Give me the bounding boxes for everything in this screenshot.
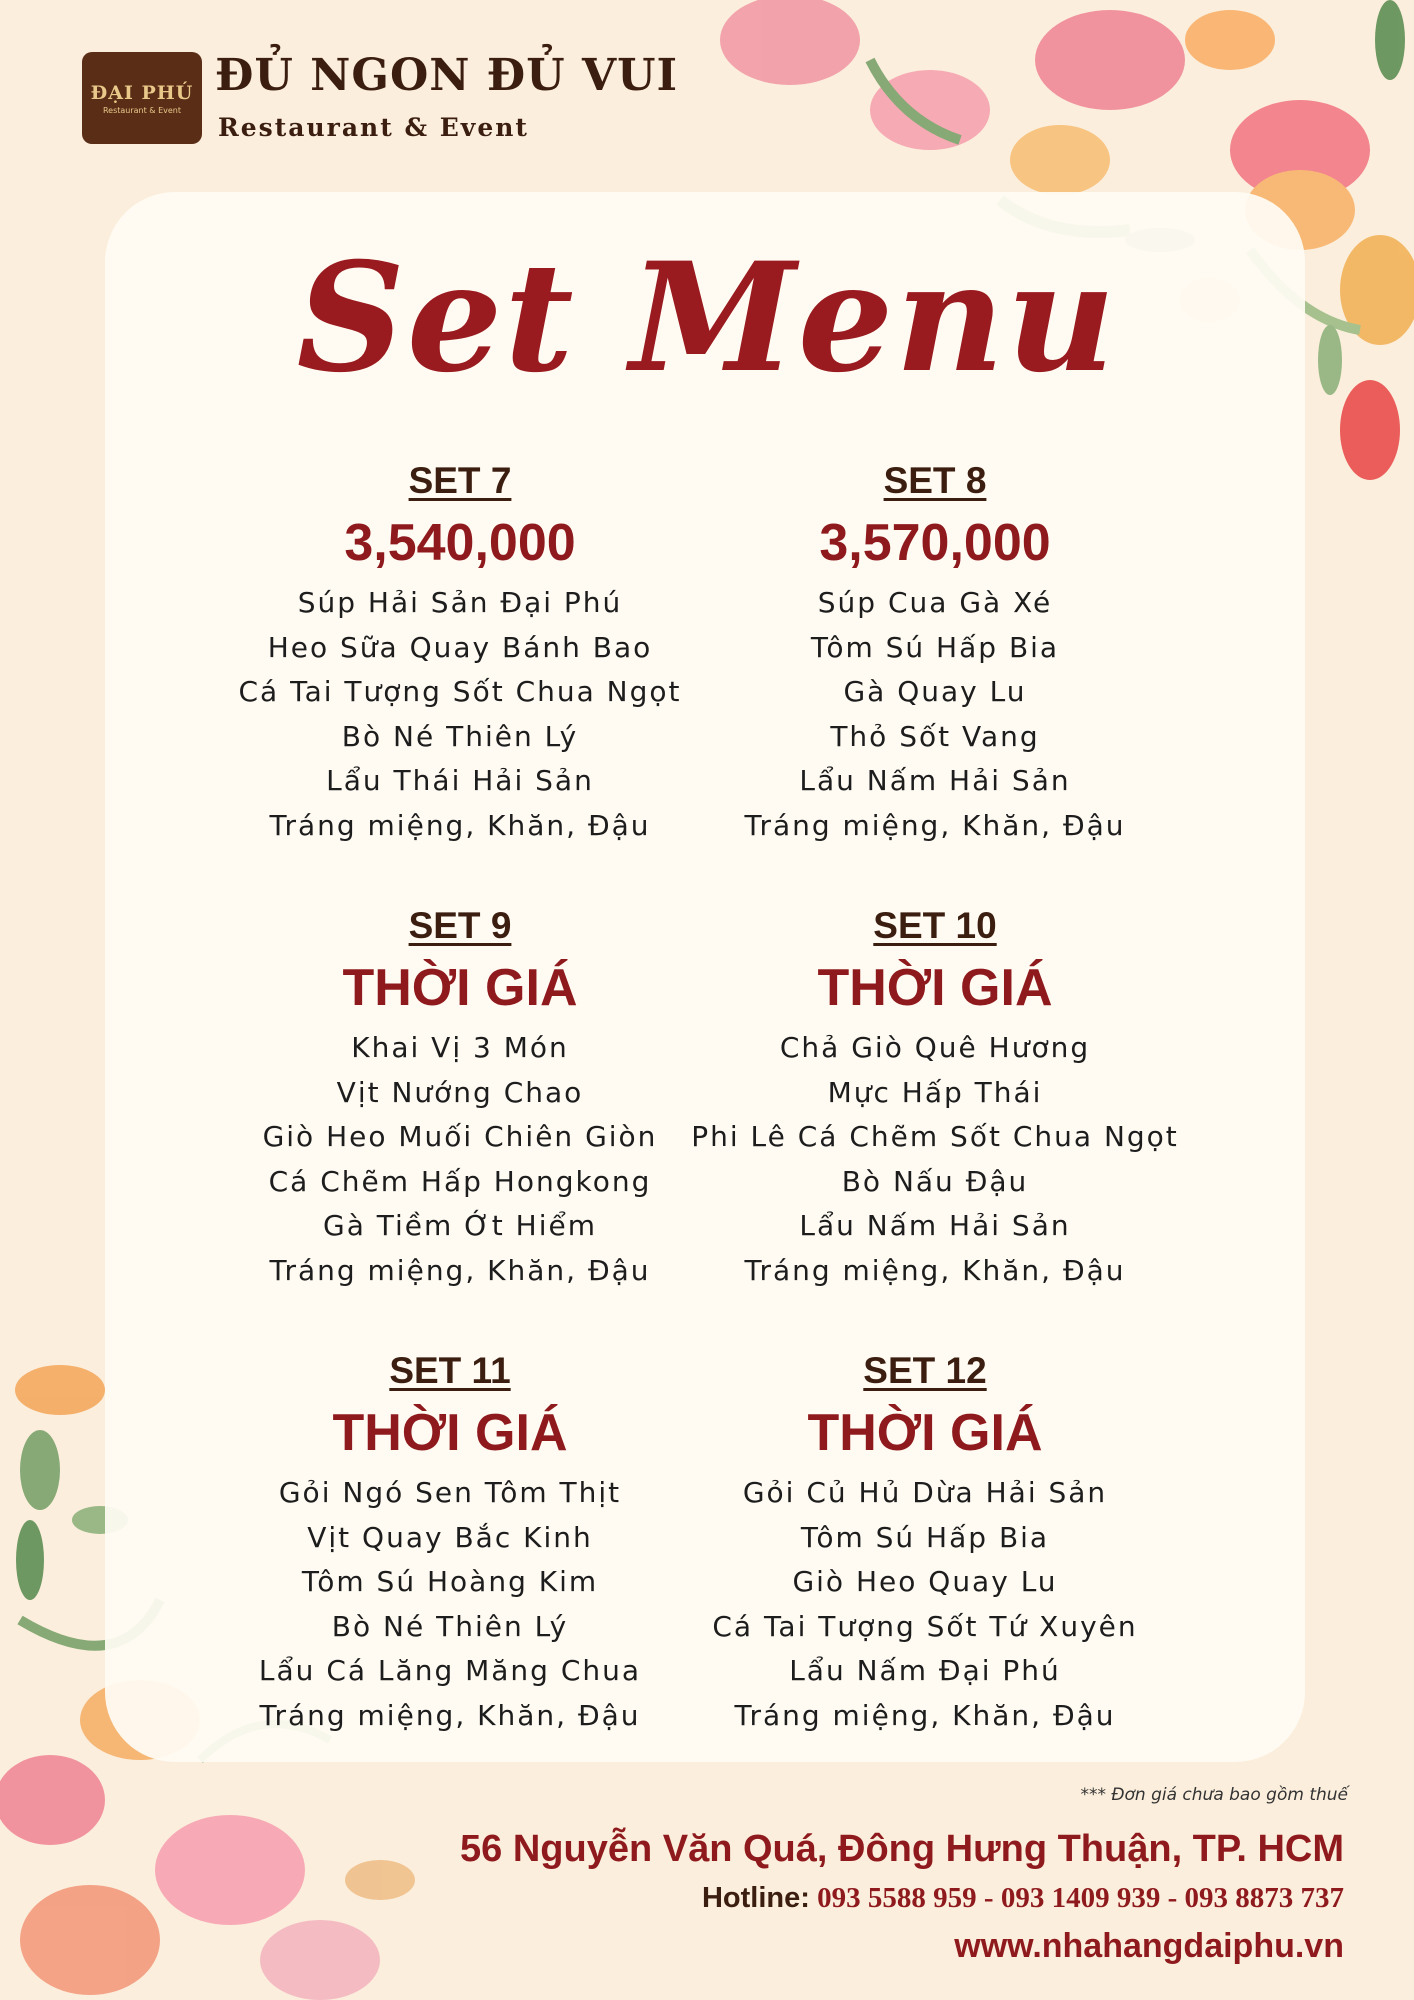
dish-list	[675, 581, 1195, 849]
brand-tagline: Restaurant & Event	[218, 113, 529, 142]
set-price: 3,540,000	[344, 514, 576, 572]
dish-item: Vịt Nướng Chao	[336, 1075, 584, 1109]
page-title: Set Menu	[296, 230, 1118, 406]
dish-item: Lẩu Nấm Hải Sản	[799, 764, 1071, 798]
dish-item: Gà Quay Lu	[843, 675, 1027, 709]
dish-item: Tôm Sú Hấp Bia	[810, 630, 1060, 664]
dish-item: Tôm Sú Hấp Bia	[800, 1520, 1050, 1554]
brand-name: ĐỦ NGON ĐỦ VUI	[215, 50, 679, 101]
dish-item: Tráng miệng, Khăn, Đậu	[269, 1253, 651, 1287]
logo-text: ĐẠI PHÚ	[90, 81, 194, 104]
dish-item: Cá Tai Tượng Sốt Tứ Xuyên	[712, 1609, 1138, 1643]
dish-item: Khai Vị 3 Món	[351, 1031, 569, 1064]
dish-item: Phi Lê Cá Chẽm Sốt Chua Ngọt	[691, 1120, 1179, 1154]
dish-item: Lẩu Cá Lăng Măng Chua	[258, 1654, 642, 1688]
dish-item: Tráng miệng, Khăn, Đậu	[744, 808, 1126, 842]
dish-item: Bò Né Thiên Lý	[331, 1609, 569, 1643]
set-card	[200, 900, 720, 1294]
set-card	[665, 1345, 1185, 1739]
tax-note: *** Đơn giá chưa bao gồm thuế	[1080, 1785, 1348, 1805]
address: 56 Nguyễn Văn Quá, Đông Hưng Thuận, TP. HCM	[460, 1828, 1344, 1870]
dish-list	[200, 581, 720, 849]
set-label: SET 10	[873, 905, 997, 946]
dish-item: Giò Heo Muối Chiên Giòn	[262, 1120, 658, 1154]
set-card	[675, 455, 1195, 849]
dish-item: Mực Hấp Thái	[827, 1075, 1043, 1109]
dish-item: Bò Nấu Đậu	[841, 1164, 1029, 1198]
set-price: THỜI GIÁ	[817, 959, 1053, 1017]
set-price: THỜI GIÁ	[807, 1404, 1043, 1462]
hotline-label: Hotline:	[701, 1882, 810, 1914]
dish-item: Bò Né Thiên Lý	[341, 719, 579, 753]
dish-item: Súp Hải Sản Đại Phú	[297, 586, 623, 619]
hotline	[702, 1882, 1344, 1915]
dish-item: Lẩu Nấm Hải Sản	[799, 1209, 1071, 1243]
dish-item: Chả Giò Quê Hương	[779, 1031, 1091, 1064]
dish-item: Tráng miệng, Khăn, Đậu	[269, 808, 651, 842]
hotline-numbers[interactable]: 093 5588 959 - 093 1409 939 - 093 8873 737	[817, 1882, 1344, 1914]
dish-list	[200, 1026, 720, 1294]
set-label: SET 8	[883, 460, 987, 501]
dish-item: Gà Tiềm Ớt Hiểm	[323, 1209, 597, 1243]
dish-list	[190, 1471, 710, 1739]
dish-item: Tráng miệng, Khăn, Đậu	[734, 1698, 1116, 1732]
set-card	[190, 1345, 710, 1739]
dish-item: Lẩu Nấm Đại Phú	[789, 1654, 1061, 1688]
dish-item: Tráng miệng, Khăn, Đậu	[259, 1698, 641, 1732]
dish-list	[665, 1471, 1185, 1739]
dish-list	[675, 1026, 1195, 1294]
website-link[interactable]: www.nhahangdaiphu.vn	[954, 1927, 1344, 1965]
dish-item: Thỏ Sốt Vang	[830, 719, 1040, 753]
dish-item: Gỏi Ngó Sen Tôm Thịt	[278, 1476, 622, 1509]
set-label: SET 11	[389, 1350, 511, 1391]
dish-item: Tráng miệng, Khăn, Đậu	[744, 1253, 1126, 1287]
set-price: 3,570,000	[819, 514, 1051, 572]
set-price: THỜI GIÁ	[332, 1404, 568, 1462]
dish-item: Cá Tai Tượng Sốt Chua Ngọt	[238, 675, 682, 709]
dish-item: Lẩu Thái Hải Sản	[326, 764, 594, 798]
set-label: SET 7	[408, 460, 512, 501]
dish-item: Heo Sữa Quay Bánh Bao	[267, 630, 653, 664]
set-card	[200, 455, 720, 849]
set-label: SET 12	[863, 1350, 987, 1391]
set-card	[675, 900, 1195, 1294]
dish-item: Vịt Quay Bắc Kinh	[307, 1520, 593, 1554]
dish-item: Súp Cua Gà Xé	[817, 586, 1053, 619]
restaurant-logo[interactable]	[82, 52, 202, 144]
dish-item: Gỏi Củ Hủ Dừa Hải Sản	[742, 1476, 1108, 1509]
logo-subtext: Restaurant & Event	[102, 105, 182, 115]
set-price: THỜI GIÁ	[342, 959, 578, 1017]
dish-item: Cá Chẽm Hấp Hongkong	[268, 1164, 652, 1198]
dish-item: Giò Heo Quay Lu	[792, 1565, 1058, 1599]
dish-item: Tôm Sú Hoàng Kim	[301, 1565, 599, 1599]
set-label: SET 9	[408, 905, 512, 946]
